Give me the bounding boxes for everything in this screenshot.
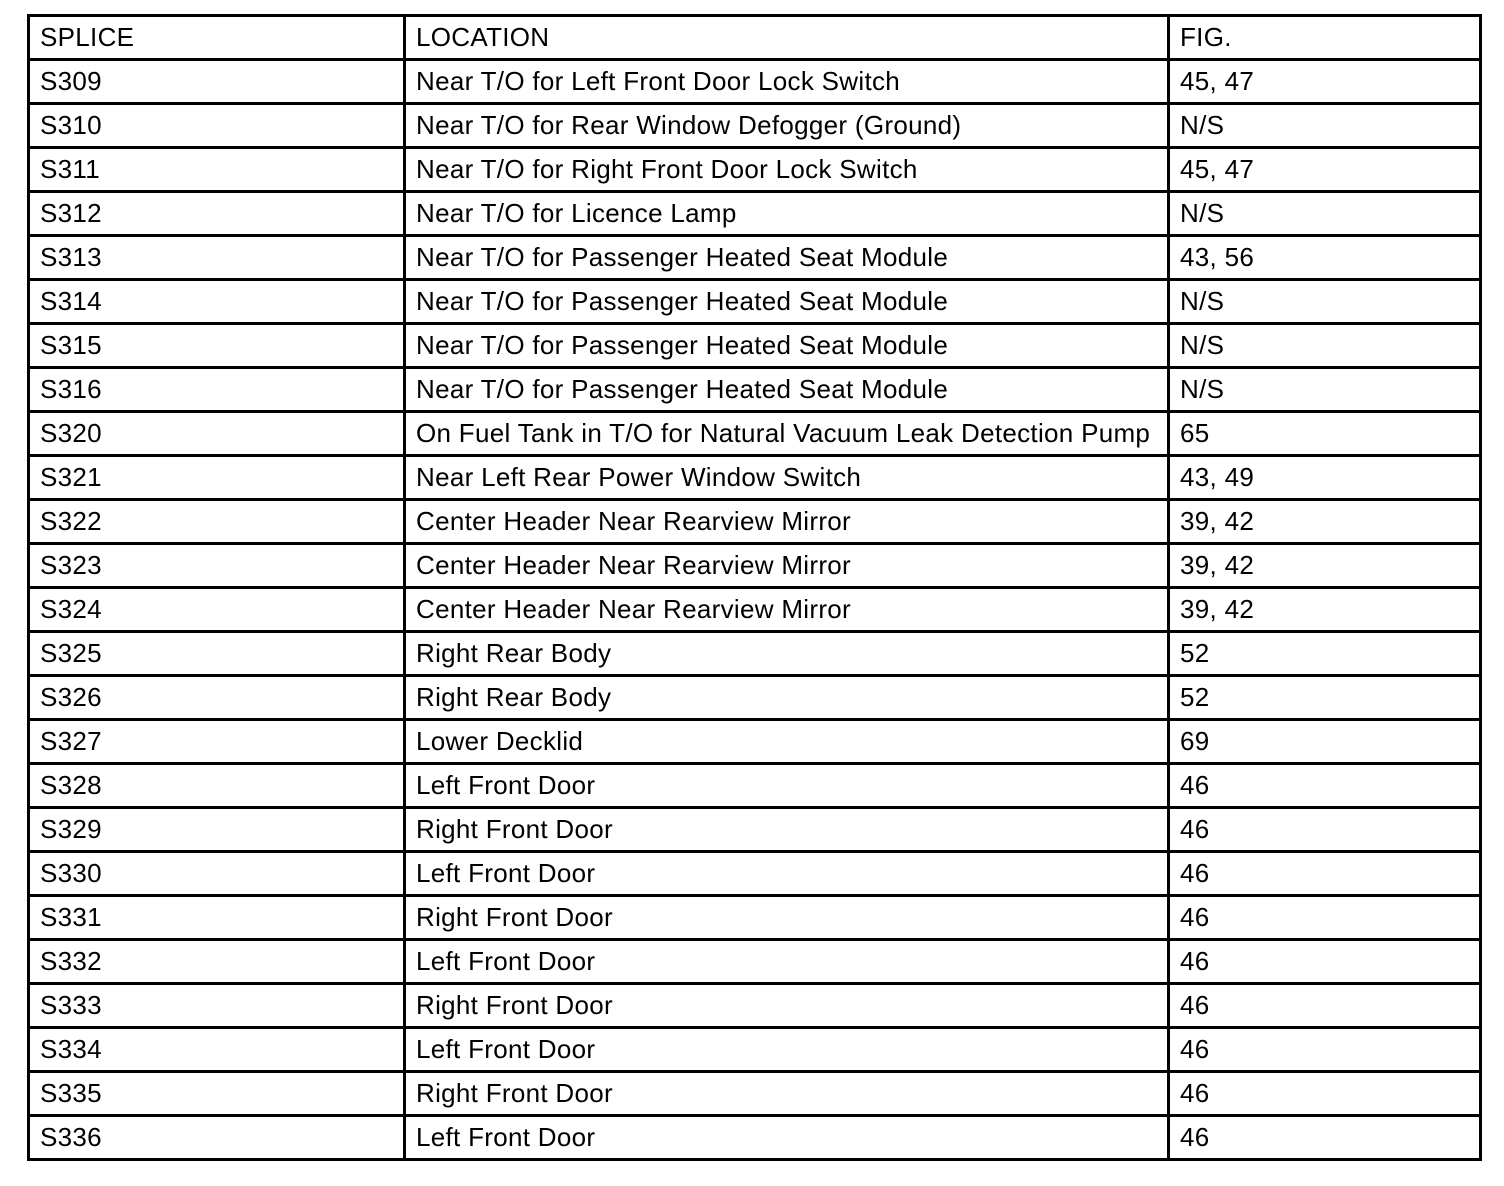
location-cell: Right Front Door bbox=[405, 1072, 1169, 1116]
header-splice: SPLICE bbox=[29, 16, 405, 60]
location-cell: Left Front Door bbox=[405, 852, 1169, 896]
table-row bbox=[29, 1072, 1481, 1116]
location-cell: Center Header Near Rearview Mirror bbox=[405, 588, 1169, 632]
location-cell: Right Front Door bbox=[405, 984, 1169, 1028]
splice-cell: S309 bbox=[29, 60, 405, 104]
splice-cell: S314 bbox=[29, 280, 405, 324]
location-cell: Center Header Near Rearview Mirror bbox=[405, 500, 1169, 544]
fig-cell: N/S bbox=[1169, 280, 1481, 324]
fig-cell: 46 bbox=[1169, 984, 1481, 1028]
header-location: LOCATION bbox=[405, 16, 1169, 60]
fig-cell: N/S bbox=[1169, 104, 1481, 148]
splice-cell: S329 bbox=[29, 808, 405, 852]
table-row bbox=[29, 324, 1481, 368]
splice-cell: S333 bbox=[29, 984, 405, 1028]
fig-cell: 52 bbox=[1169, 632, 1481, 676]
table-row bbox=[29, 896, 1481, 940]
location-cell: Right Rear Body bbox=[405, 676, 1169, 720]
location-cell: Near T/O for Passenger Heated Seat Module bbox=[405, 280, 1169, 324]
table-row bbox=[29, 104, 1481, 148]
splice-cell: S323 bbox=[29, 544, 405, 588]
splice-cell: S313 bbox=[29, 236, 405, 280]
location-cell: Near T/O for Passenger Heated Seat Module bbox=[405, 324, 1169, 368]
splice-cell: S328 bbox=[29, 764, 405, 808]
table-row bbox=[29, 456, 1481, 500]
location-cell: Right Front Door bbox=[405, 896, 1169, 940]
fig-cell: 46 bbox=[1169, 1072, 1481, 1116]
fig-cell: 46 bbox=[1169, 852, 1481, 896]
fig-cell: 46 bbox=[1169, 808, 1481, 852]
location-cell: Right Front Door bbox=[405, 808, 1169, 852]
table-row bbox=[29, 808, 1481, 852]
fig-cell: 46 bbox=[1169, 940, 1481, 984]
splice-cell: S325 bbox=[29, 632, 405, 676]
table-row bbox=[29, 676, 1481, 720]
location-cell: Center Header Near Rearview Mirror bbox=[405, 544, 1169, 588]
splice-cell: S326 bbox=[29, 676, 405, 720]
splice-cell: S321 bbox=[29, 456, 405, 500]
fig-cell: 46 bbox=[1169, 764, 1481, 808]
location-cell: Near T/O for Passenger Heated Seat Module bbox=[405, 236, 1169, 280]
location-cell: Left Front Door bbox=[405, 1028, 1169, 1072]
location-cell: Near T/O for Passenger Heated Seat Module bbox=[405, 368, 1169, 412]
splice-location-table bbox=[27, 14, 1482, 1161]
fig-cell: N/S bbox=[1169, 324, 1481, 368]
table-row bbox=[29, 940, 1481, 984]
table-row bbox=[29, 1116, 1481, 1160]
fig-cell: 46 bbox=[1169, 1028, 1481, 1072]
table-row bbox=[29, 368, 1481, 412]
splice-cell: S335 bbox=[29, 1072, 405, 1116]
fig-cell: 39, 42 bbox=[1169, 500, 1481, 544]
header-row bbox=[29, 16, 1481, 60]
splice-cell: S324 bbox=[29, 588, 405, 632]
fig-cell: 65 bbox=[1169, 412, 1481, 456]
location-cell: Near T/O for Right Front Door Lock Switch bbox=[405, 148, 1169, 192]
location-cell: Near T/O for Left Front Door Lock Switch bbox=[405, 60, 1169, 104]
location-cell: Lower Decklid bbox=[405, 720, 1169, 764]
splice-cell: S332 bbox=[29, 940, 405, 984]
table-row bbox=[29, 280, 1481, 324]
table-row bbox=[29, 412, 1481, 456]
location-cell: Near Left Rear Power Window Switch bbox=[405, 456, 1169, 500]
fig-cell: N/S bbox=[1169, 368, 1481, 412]
splice-cell: S315 bbox=[29, 324, 405, 368]
fig-cell: 45, 47 bbox=[1169, 60, 1481, 104]
table-row bbox=[29, 192, 1481, 236]
splice-cell: S310 bbox=[29, 104, 405, 148]
location-cell: Left Front Door bbox=[405, 764, 1169, 808]
fig-cell: 39, 42 bbox=[1169, 544, 1481, 588]
table-row bbox=[29, 852, 1481, 896]
location-cell: Right Rear Body bbox=[405, 632, 1169, 676]
fig-cell: 69 bbox=[1169, 720, 1481, 764]
fig-cell: 46 bbox=[1169, 1116, 1481, 1160]
table-row bbox=[29, 236, 1481, 280]
table-row bbox=[29, 544, 1481, 588]
table-row bbox=[29, 500, 1481, 544]
fig-cell: 43, 56 bbox=[1169, 236, 1481, 280]
location-cell: Left Front Door bbox=[405, 1116, 1169, 1160]
splice-cell: S327 bbox=[29, 720, 405, 764]
location-cell: On Fuel Tank in T/O for Natural Vacuum Leak Detection Pump bbox=[405, 412, 1169, 456]
header-fig: FIG. bbox=[1169, 16, 1481, 60]
table-header bbox=[29, 16, 1481, 60]
fig-cell: 52 bbox=[1169, 676, 1481, 720]
splice-cell: S316 bbox=[29, 368, 405, 412]
table-row bbox=[29, 60, 1481, 104]
fig-cell: N/S bbox=[1169, 192, 1481, 236]
splice-cell: S331 bbox=[29, 896, 405, 940]
fig-cell: 46 bbox=[1169, 896, 1481, 940]
table-row bbox=[29, 1028, 1481, 1072]
splice-cell: S322 bbox=[29, 500, 405, 544]
table-row bbox=[29, 632, 1481, 676]
splice-cell: S312 bbox=[29, 192, 405, 236]
location-cell: Near T/O for Rear Window Defogger (Ground) bbox=[405, 104, 1169, 148]
splice-cell: S320 bbox=[29, 412, 405, 456]
splice-cell: S336 bbox=[29, 1116, 405, 1160]
table-row bbox=[29, 588, 1481, 632]
location-cell: Near T/O for Licence Lamp bbox=[405, 192, 1169, 236]
location-cell: Left Front Door bbox=[405, 940, 1169, 984]
splice-cell: S330 bbox=[29, 852, 405, 896]
fig-cell: 45, 47 bbox=[1169, 148, 1481, 192]
fig-cell: 39, 42 bbox=[1169, 588, 1481, 632]
table-body bbox=[29, 60, 1481, 1160]
table-row bbox=[29, 720, 1481, 764]
fig-cell: 43, 49 bbox=[1169, 456, 1481, 500]
table-row bbox=[29, 148, 1481, 192]
table-row bbox=[29, 984, 1481, 1028]
table-row bbox=[29, 764, 1481, 808]
splice-cell: S311 bbox=[29, 148, 405, 192]
splice-cell: S334 bbox=[29, 1028, 405, 1072]
